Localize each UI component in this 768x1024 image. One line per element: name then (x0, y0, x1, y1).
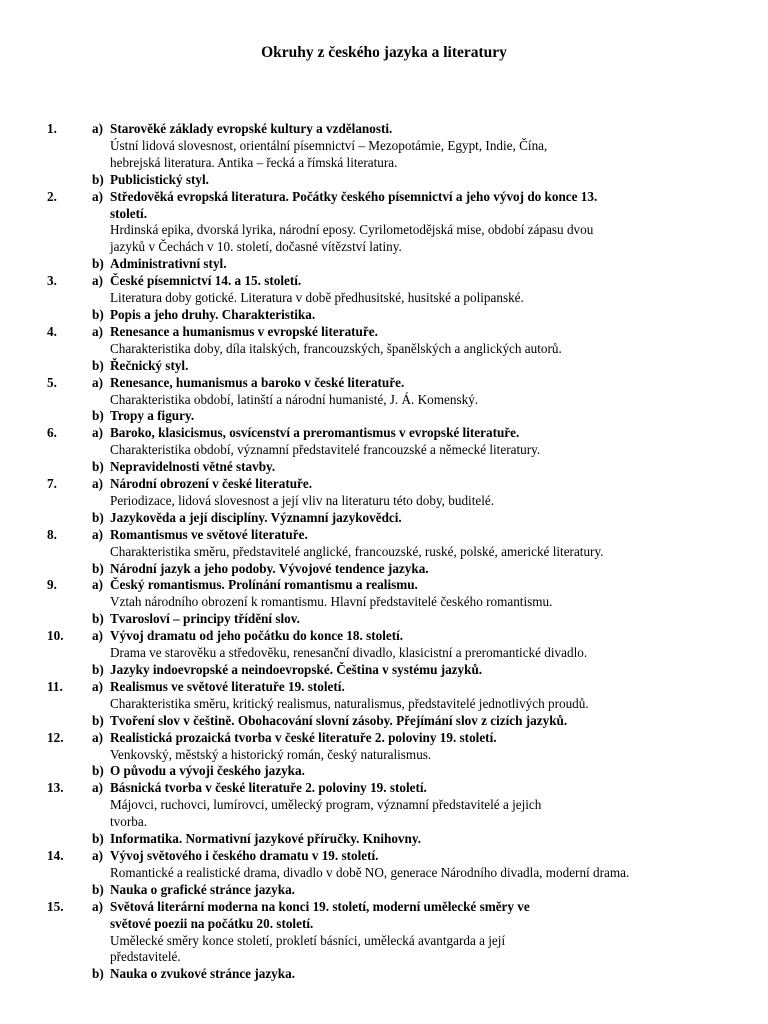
part-b-label: b) (92, 509, 104, 525)
topic-number: 8. (47, 526, 57, 542)
topic-a-desc-text: Ústní lidová slovesnost, orientální písemnictví – Mezopotámie, Egypt, Indie, Čína, (110, 137, 548, 153)
part-a-label: a) (92, 273, 103, 289)
part-a-label: a) (92, 898, 103, 914)
topic-number: 15. (47, 898, 64, 914)
topic-a-desc-text: Romantické a realistické drama, divadlo v době NO, generace Národního divadla, moderní drama. (110, 864, 630, 880)
topic-item (0, 324, 768, 375)
topic-a-heading (0, 476, 768, 493)
topic-number: 4. (47, 323, 57, 339)
topic-b-heading (0, 966, 768, 983)
topic-a-title: Realistická prozaická tvorba v české literatuře 2. poloviny 19. století. (110, 729, 497, 745)
topic-a-heading (0, 577, 768, 594)
topic-a-heading (0, 679, 768, 696)
topic-b-title: Tvarosloví – principy třídění slov. (110, 611, 300, 627)
part-a-label: a) (92, 577, 103, 593)
topic-b-heading (0, 358, 768, 375)
topic-a-desc-text: Charakteristika směru, představitelé anglické, francouzské, ruské, polské, americké literatury. (110, 543, 604, 559)
topic-number: 2. (47, 188, 57, 204)
part-a-label: a) (92, 323, 103, 339)
topic-b-heading (0, 713, 768, 730)
topic-a-desc-text: Charakteristika doby, díla italských, francouzských, španělských a anglických autorů. (110, 340, 562, 356)
part-a-label: a) (92, 729, 103, 745)
topic-item (0, 628, 768, 679)
topic-a-title: Vývoj světového i českého dramatu v 19. století. (110, 847, 379, 863)
topic-a-description (0, 949, 768, 966)
topic-a-description (0, 155, 768, 172)
topic-a-desc-text: Charakteristika období, latinští a národní humanisté, J. Á. Komenský. (110, 391, 479, 407)
topic-a-desc-text: Májovci, ruchovci, lumírovci, umělecký program, významní představitelé a jejich (110, 797, 542, 813)
topic-number: 7. (47, 476, 57, 492)
topic-b-title: Nauka o zvukové stránce jazyka. (110, 966, 295, 982)
topic-item (0, 527, 768, 578)
topic-number: 1. (47, 121, 57, 136)
topic-a-desc-text: Hrdinská epika, dvorská lyrika, národní eposy. Cyrilometodějská mise, období zápasu dvou (110, 222, 594, 238)
topic-number: 12. (47, 729, 64, 745)
topic-b-heading (0, 307, 768, 324)
topic-a-description (0, 341, 768, 358)
topic-b-title: Řečnický styl. (110, 357, 189, 373)
part-b-label: b) (92, 171, 104, 187)
topic-b-heading (0, 561, 768, 578)
topic-item (0, 189, 768, 274)
part-a-label: a) (92, 526, 103, 542)
topic-a-desc-text: Literatura doby gotické. Literatura v době předhusitské, husitské a polipanské. (110, 290, 524, 306)
topic-b-heading (0, 831, 768, 848)
topic-a-description (0, 865, 768, 882)
topic-b-title: Tropy a figury. (110, 408, 195, 424)
topic-a-heading (0, 375, 768, 392)
topic-a-desc-text: jazyků v Čechách v 10. století, dočasné vítězství latiny. (110, 239, 402, 255)
part-b-label: b) (92, 459, 104, 475)
topic-a-heading (0, 628, 768, 645)
topic-b-title: Nepravidelnosti větné stavby. (110, 459, 276, 475)
topic-number: 14. (47, 847, 64, 863)
topic-b-title: Národní jazyk a jeho podoby. Vývojové tendence jazyka. (110, 560, 429, 576)
topic-a-title: Romantismus ve světové literatuře. (110, 526, 308, 542)
topic-a-desc-text: Charakteristika období, významní představitelé francouzské a německé literatury. (110, 442, 541, 458)
topic-a-desc-text: Charakteristika směru, kritický realismus, naturalismus, představitelé jednotlivých proudů. (110, 695, 589, 711)
topic-a-heading (0, 730, 768, 747)
topic-a-description (0, 442, 768, 459)
part-a-label: a) (92, 678, 103, 694)
part-b-label: b) (92, 611, 104, 627)
topic-a-description (0, 290, 768, 307)
part-b-label: b) (92, 256, 104, 272)
topic-a-desc-text: představitelé. (110, 949, 181, 965)
topic-b-heading (0, 172, 768, 189)
topic-a-desc-text: Vztah národního obrození k romantismu. Hlavní představitelé českého romantismu. (110, 594, 553, 610)
part-b-label: b) (92, 357, 104, 373)
topic-a-heading (0, 425, 768, 442)
topic-b-title: Nauka o grafické stránce jazyka. (110, 881, 295, 897)
part-b-label: b) (92, 662, 104, 677)
part-b-label: b) (92, 560, 104, 576)
topic-a-description (0, 814, 768, 831)
topic-a-description (0, 747, 768, 764)
topic-b-title: Tvoření slov v češtině. Obohacování slovní zásoby. Přejímání slov z cizích jazyků. (110, 712, 568, 728)
topic-item (0, 730, 768, 781)
topic-a-description (0, 933, 768, 950)
part-a-label: a) (92, 374, 103, 390)
topic-a-title: Středověká evropská literatura. Počátky českého písemnictví a jeho vývoj do konce 13. (110, 188, 598, 204)
part-a-label: a) (92, 476, 103, 492)
topic-item (0, 425, 768, 476)
topic-a-title: Národní obrození v české literatuře. (110, 476, 313, 492)
topic-a-title: světové poezii na počátku 20. století. (110, 915, 314, 931)
part-b-label: b) (92, 306, 104, 322)
part-b-label: b) (92, 966, 104, 982)
topic-b-heading (0, 763, 768, 780)
topic-a-desc-text: Periodizace, lidová slovesnost a její vliv na literaturu této doby, buditelé. (110, 492, 495, 508)
topic-a-heading (0, 273, 768, 290)
topic-b-heading (0, 408, 768, 425)
topic-a-description (0, 645, 768, 662)
topic-item (0, 780, 768, 848)
topic-a-description (0, 239, 768, 256)
topic-number: 9. (47, 577, 57, 593)
topic-a-title: Realismus ve světové literatuře 19. století. (110, 678, 345, 694)
topic-item (0, 848, 768, 899)
topic-a-desc-text: Drama ve starověku a středověku, renesanční divadlo, klasicistní a preromantické divadlo. (110, 645, 588, 661)
topic-number: 13. (47, 780, 64, 796)
topic-b-title: Jazykověda a její disciplíny. Významní jazykovědci. (110, 509, 402, 525)
topic-a-description (0, 544, 768, 561)
topic-a-desc-text: tvorba. (110, 814, 147, 830)
topic-a-heading (0, 189, 768, 206)
topic-a-description (0, 138, 768, 155)
topic-a-heading (0, 206, 768, 223)
topic-a-description (0, 594, 768, 611)
topic-item (0, 899, 768, 984)
topic-item (0, 577, 768, 628)
topic-b-heading (0, 611, 768, 628)
topic-item (0, 476, 768, 527)
part-a-label: a) (92, 628, 103, 644)
topic-item (0, 679, 768, 730)
topic-a-title: Renesance a humanismus v evropské literatuře. (110, 323, 378, 339)
topic-a-desc-text: Venkovský, městský a historický román, český naturalismus. (110, 746, 432, 762)
topic-number: 10. (47, 628, 64, 644)
topic-a-description (0, 797, 768, 814)
topic-b-heading (0, 459, 768, 476)
part-b-label: b) (92, 763, 104, 779)
topic-a-description (0, 222, 768, 239)
part-a-label: a) (92, 425, 103, 441)
topic-b-title: Informatika. Normativní jazykové příručky. Knihovny. (110, 831, 422, 847)
topic-a-title: Světová literární moderna na konci 19. století, moderní umělecké směry ve (110, 898, 530, 914)
topic-a-heading (0, 121, 768, 138)
topic-a-description (0, 696, 768, 713)
topic-a-title: století. (110, 205, 147, 221)
topic-b-title: Publicistický styl. (110, 171, 209, 187)
topic-b-heading (0, 510, 768, 527)
topic-a-heading (0, 527, 768, 544)
topic-number: 6. (47, 425, 57, 441)
page-title: Okruhy z českého jazyka a literatury (261, 44, 507, 61)
part-b-label: b) (92, 881, 104, 897)
topic-item (0, 375, 768, 426)
topic-a-title: Renesance, humanismus a baroko v české literatuře. (110, 374, 405, 390)
part-a-label: a) (92, 780, 103, 796)
part-b-label: b) (92, 831, 104, 847)
topic-a-title: Básnická tvorba v české literatuře 2. poloviny 19. století. (110, 780, 427, 796)
topic-number: 3. (47, 273, 57, 289)
topic-a-heading (0, 899, 768, 916)
topic-b-title: O původu a vývoji českého jazyka. (110, 763, 305, 779)
part-a-label: a) (92, 188, 103, 204)
topic-a-title: Baroko, klasicismus, osvícenství a preromantismus v evropské literatuře. (110, 425, 520, 441)
topic-a-title: České písemnictví 14. a 15. století. (110, 273, 302, 289)
topic-b-title: Administrativní styl. (110, 256, 227, 272)
topic-a-heading (0, 780, 768, 797)
topic-number: 11. (47, 678, 63, 694)
topic-a-heading (0, 916, 768, 933)
topic-a-title: Vývoj dramatu od jeho počátku do konce 18. století. (110, 628, 404, 644)
topic-b-heading (0, 882, 768, 899)
topic-a-title: Starověké základy evropské kultury a vzdělanosti. (110, 121, 393, 136)
topic-list (0, 121, 768, 983)
topic-b-heading (0, 662, 768, 679)
topic-b-title: Jazyky indoevropské a neindoevropské. Čeština v systému jazyků. (110, 662, 483, 677)
part-b-label: b) (92, 408, 104, 424)
topic-a-heading (0, 324, 768, 341)
topic-a-description (0, 493, 768, 510)
part-a-label: a) (92, 121, 103, 136)
topic-a-heading (0, 848, 768, 865)
topic-a-desc-text: hebrejská literatura. Antika – řecká a římská literatura. (110, 154, 398, 170)
topic-a-title: Český romantismus. Prolínání romantismu a realismu. (110, 577, 418, 593)
topic-b-heading (0, 256, 768, 273)
topic-item (0, 121, 768, 189)
topic-item (0, 273, 768, 324)
part-b-label: b) (92, 712, 104, 728)
topic-a-description (0, 392, 768, 409)
part-a-label: a) (92, 847, 103, 863)
topic-number: 5. (47, 374, 57, 390)
topic-b-title: Popis a jeho druhy. Charakteristika. (110, 306, 316, 322)
topic-a-desc-text: Umělecké směry konce století, prokletí básníci, umělecká avantgarda a její (110, 932, 506, 948)
